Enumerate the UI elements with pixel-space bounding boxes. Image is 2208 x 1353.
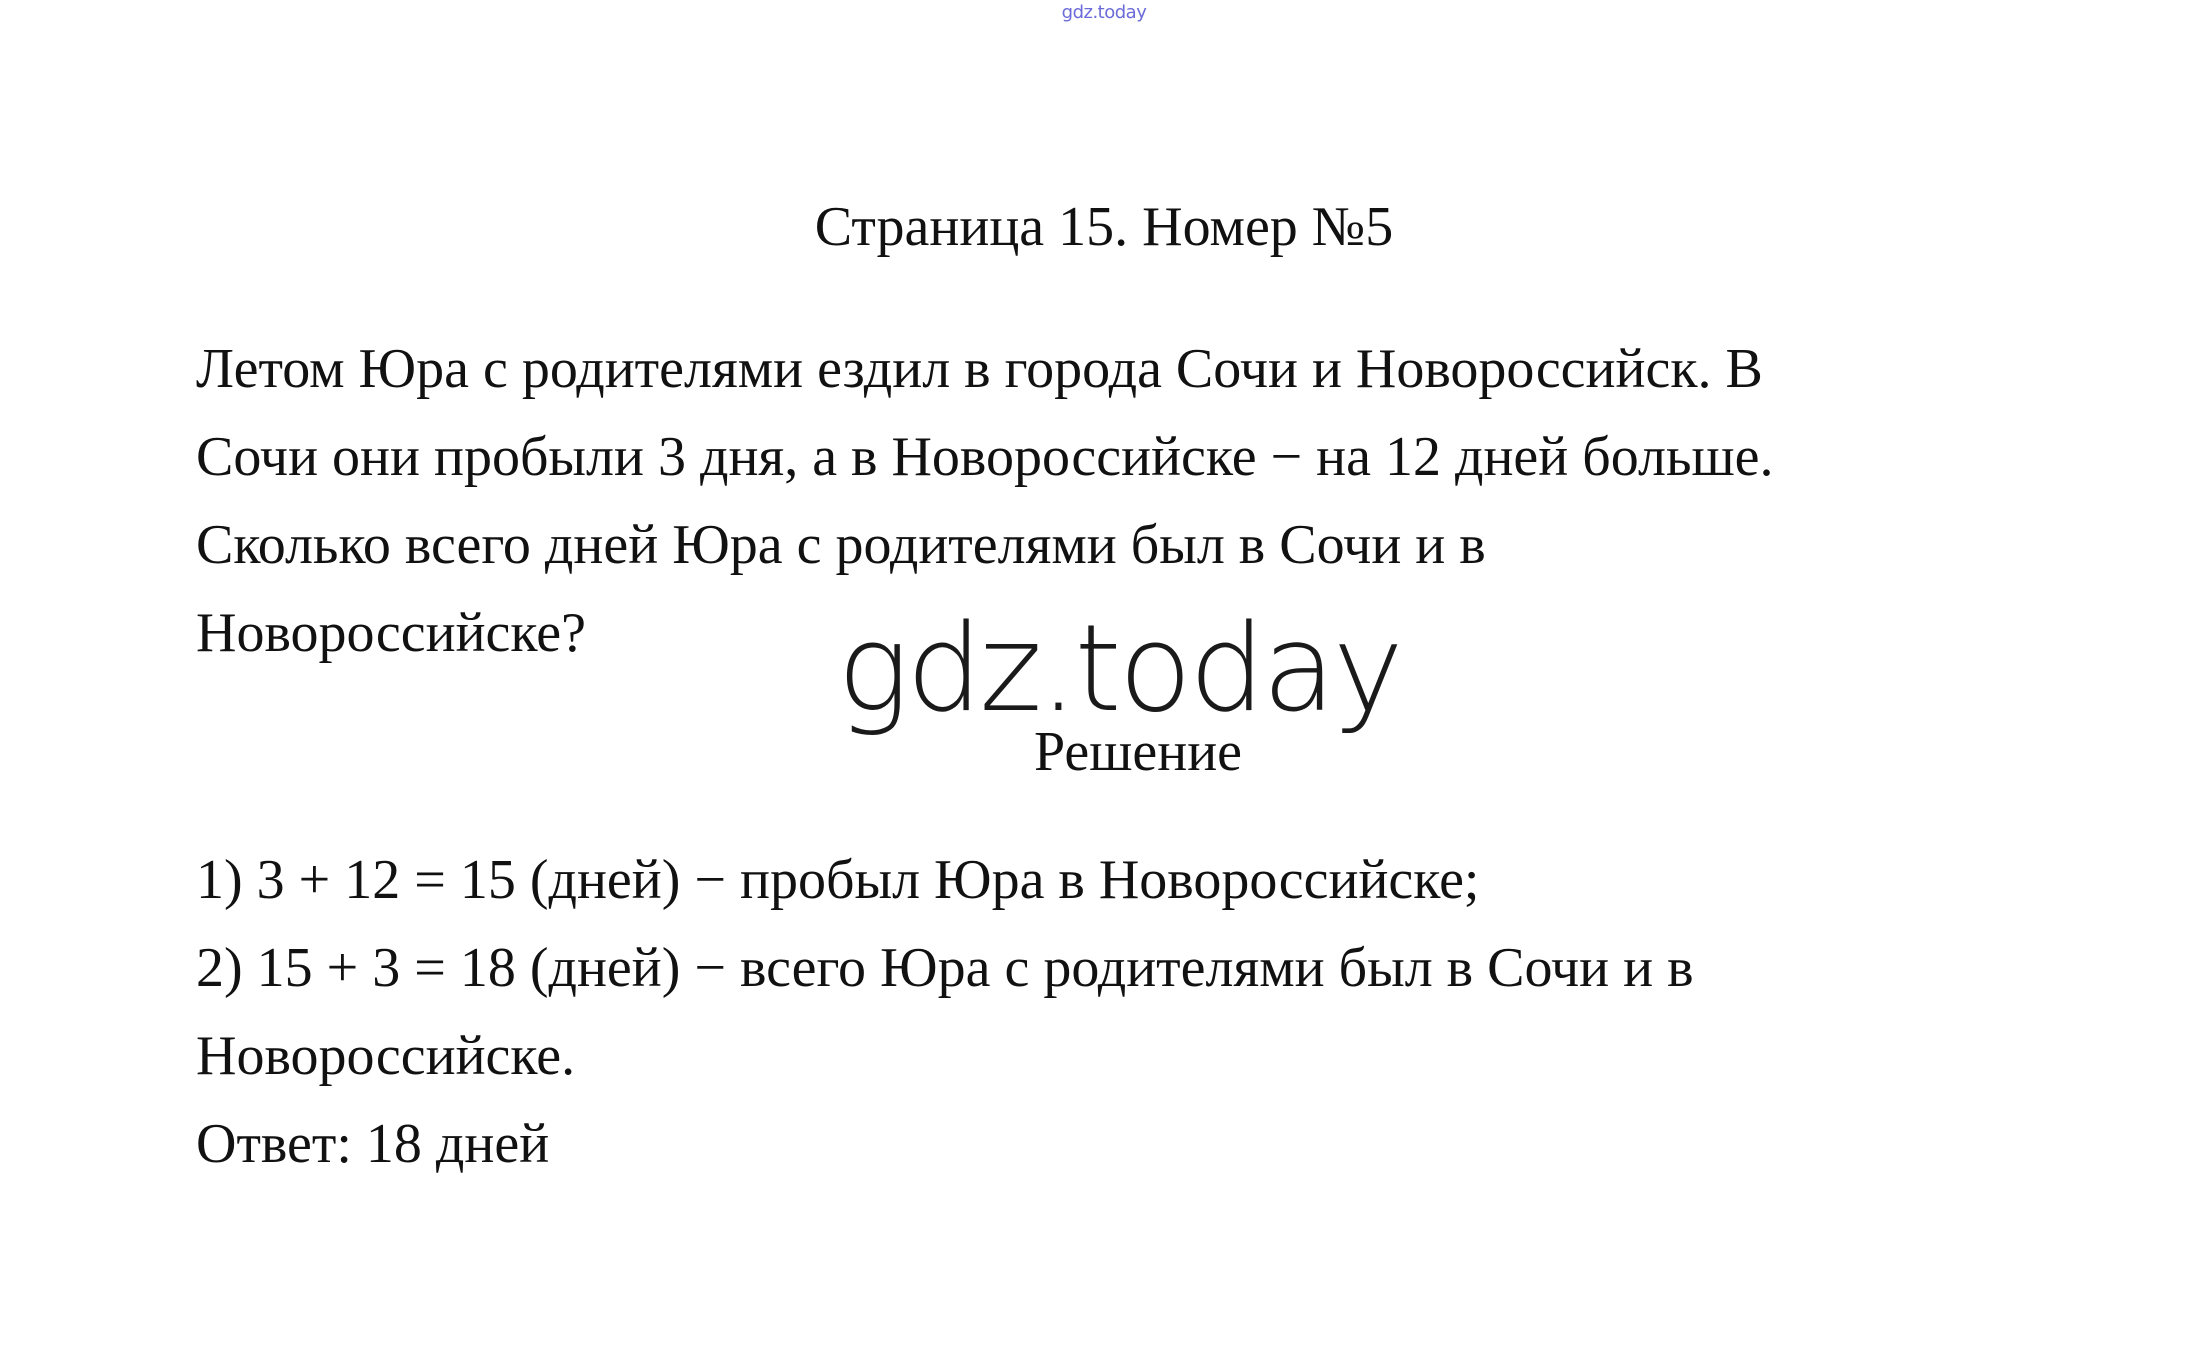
problem-line: Сочи они пробыли 3 дня, а в Новороссийске − на 12 дней больше. xyxy=(196,426,1774,488)
problem-line: Летом Юра с родителями ездил в города Сочи и Новороссийск. В xyxy=(196,338,1763,400)
solution-text xyxy=(196,836,2096,1188)
solution-step: Новороссийске. xyxy=(196,1025,576,1087)
solution-step: 2) 15 + 3 = 18 (дней) − всего Юра с родителями был в Сочи и в xyxy=(196,937,1694,999)
page-title: Страница 15. Номер №5 xyxy=(814,196,1394,258)
problem-line: Новороссийске? xyxy=(196,602,586,664)
header-watermark: gdz.today xyxy=(1061,2,1147,23)
solution-heading: Решение xyxy=(1033,721,1243,783)
answer-line: Ответ: 18 дней xyxy=(196,1113,550,1175)
watermark-logo: gdz.today xyxy=(837,600,1401,739)
solution-step: 1) 3 + 12 = 15 (дней) − пробыл Юра в Новороссийске; xyxy=(196,849,1480,911)
problem-line: Сколько всего дней Юра с родителями был в Сочи и в xyxy=(196,514,1486,576)
